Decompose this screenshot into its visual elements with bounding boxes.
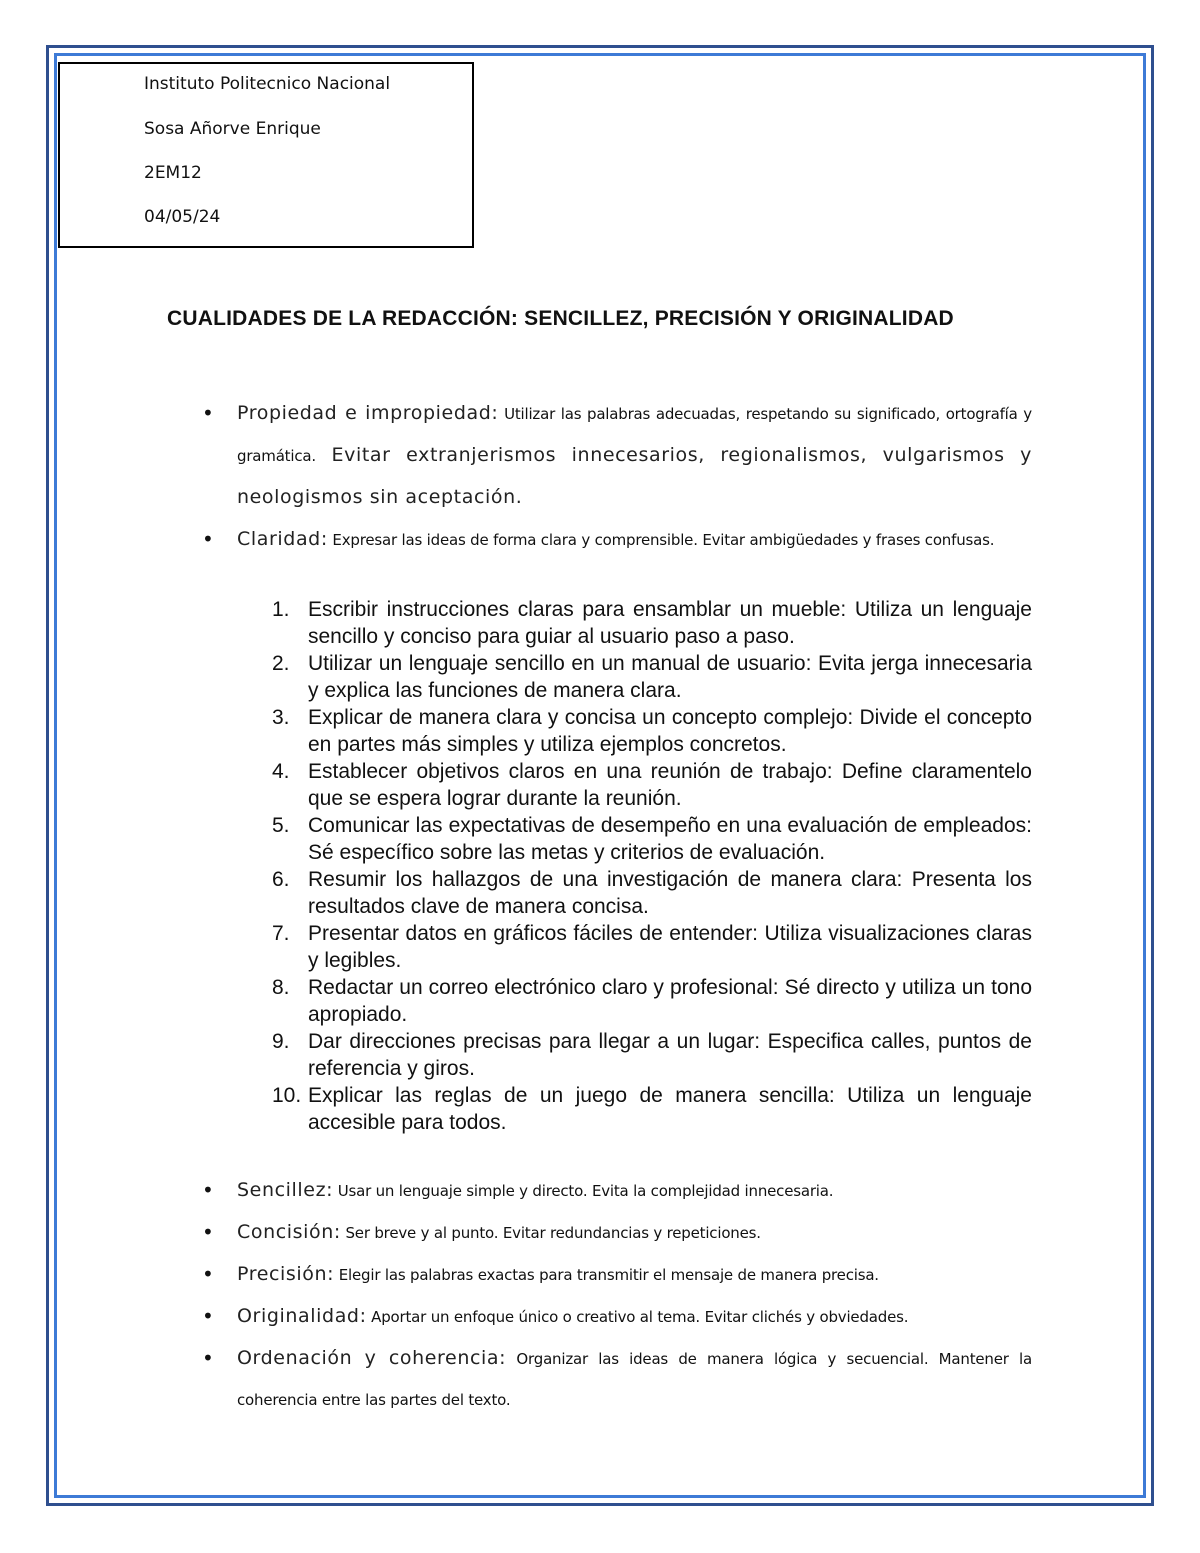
document-date: 04/05/24 xyxy=(144,207,221,227)
list-item xyxy=(237,393,1032,519)
list-number: 5. xyxy=(272,814,290,837)
list-item xyxy=(272,974,1032,1028)
bullet-description: Expresar las ideas de forma clara y comprensible. Evitar ambigüedades y frases confusas. xyxy=(327,531,995,549)
list-item xyxy=(237,1212,1032,1254)
institution-name: Instituto Politecnico Nacional xyxy=(144,74,391,94)
list-item-text: Dar direcciones precisas para llegar a un lugar: Especifica calles, puntos de referencia y giros. xyxy=(308,1030,1032,1080)
header-box xyxy=(58,62,474,248)
list-item-text: Presentar datos en gráficos fáciles de entender: Utiliza visualizaciones claras y legibles. xyxy=(308,922,1032,972)
bullet-description: Ser breve y al punto. Evitar redundancias y repeticiones. xyxy=(340,1224,761,1242)
list-number: 10. xyxy=(272,1084,302,1107)
bullet-description: Elegir las palabras exactas para transmitir el mensaje de manera precisa. xyxy=(334,1266,879,1284)
list-item xyxy=(272,866,1032,920)
list-item xyxy=(272,704,1032,758)
list-number: 6. xyxy=(272,868,290,891)
list-number: 9. xyxy=(272,1030,290,1053)
list-number: 7. xyxy=(272,922,290,945)
bullet-list-bottom xyxy=(237,1170,1032,1421)
bullet-description: Aportar un enfoque único o creativo al tema. Evitar clichés y obviedades. xyxy=(366,1308,909,1326)
list-item xyxy=(272,758,1032,812)
list-item-text: Comunicar las expectativas de desempeño en una evaluación de empleados: Sé específico sobre las metas y criterios de evaluación. xyxy=(308,814,1032,864)
list-item xyxy=(237,1296,1032,1338)
list-item-text: Establecer objetivos claros en una reunión de trabajo: Define claramentelo que se espera lograr durante la reunión. xyxy=(308,760,1032,810)
bullet-description: Usar un lenguaje simple y directo. Evita la complejidad innecesaria. xyxy=(333,1182,834,1200)
list-item xyxy=(237,1338,1032,1421)
list-number: 8. xyxy=(272,976,290,999)
bullet-term: Ordenación y coherencia: xyxy=(237,1347,507,1369)
document-title: CUALIDADES DE LA REDACCIÓN: SENCILLEZ, PRECISIÓN Y ORIGINALIDAD xyxy=(167,307,954,330)
list-item-text: Redactar un correo electrónico claro y profesional: Sé directo y utiliza un tono apropiado. xyxy=(308,976,1032,1026)
list-item-text: Escribir instrucciones claras para ensamblar un mueble: Utiliza un lenguaje sencillo y conciso para guiar al usuario paso a paso. xyxy=(308,598,1032,648)
student-name: Sosa Añorve Enrique xyxy=(144,119,321,139)
list-number: 2. xyxy=(272,652,290,675)
list-item xyxy=(272,1082,1032,1136)
list-item xyxy=(272,596,1032,650)
list-item xyxy=(237,1254,1032,1296)
bullet-term: Propiedad e impropiedad: xyxy=(237,402,499,424)
list-number: 1. xyxy=(272,598,290,621)
list-item-text: Explicar las reglas de un juego de manera sencilla: Utiliza un lenguaje accesible para todos. xyxy=(308,1084,1032,1134)
bullet-description: Organizar las ideas de manera lógica y secuencial. Mantener la coherencia entre las partes del texto. xyxy=(237,1350,1032,1409)
bullet-term: Originalidad: xyxy=(237,1305,367,1327)
list-item xyxy=(272,650,1032,704)
bullet-list-top xyxy=(237,393,1032,561)
bullet-description-extra: Evitar extranjerismos innecesarios, regionalismos, vulgarismos y neologismos sin aceptación. xyxy=(237,444,1032,508)
list-item xyxy=(272,812,1032,866)
list-item-text: Explicar de manera clara y concisa un concepto complejo: Divide el concepto en partes más simples y utiliza ejemplos concretos. xyxy=(308,706,1032,756)
list-item xyxy=(272,920,1032,974)
list-item xyxy=(272,1028,1032,1082)
list-item-text: Resumir los hallazgos de una investigación de manera clara: Presenta los resultados clave de manera concisa. xyxy=(308,868,1032,918)
list-item xyxy=(237,519,1032,561)
list-item-text: Utilizar un lenguaje sencillo en un manual de usuario: Evita jerga innecesaria y explica las funciones de manera clara. xyxy=(308,652,1032,702)
bullet-term: Sencillez: xyxy=(237,1179,334,1201)
bullet-term: Precisión: xyxy=(237,1263,335,1285)
bullet-term: Concisión: xyxy=(237,1221,341,1243)
examples-list xyxy=(272,596,1032,1136)
list-item xyxy=(237,1170,1032,1212)
bullet-description: Utilizar las palabras adecuadas, respetando su significado, ortografía y gramática. xyxy=(237,405,1032,465)
list-number: 3. xyxy=(272,706,290,729)
bullet-term: Claridad: xyxy=(237,528,328,550)
group-code: 2EM12 xyxy=(144,163,202,183)
list-number: 4. xyxy=(272,760,290,783)
